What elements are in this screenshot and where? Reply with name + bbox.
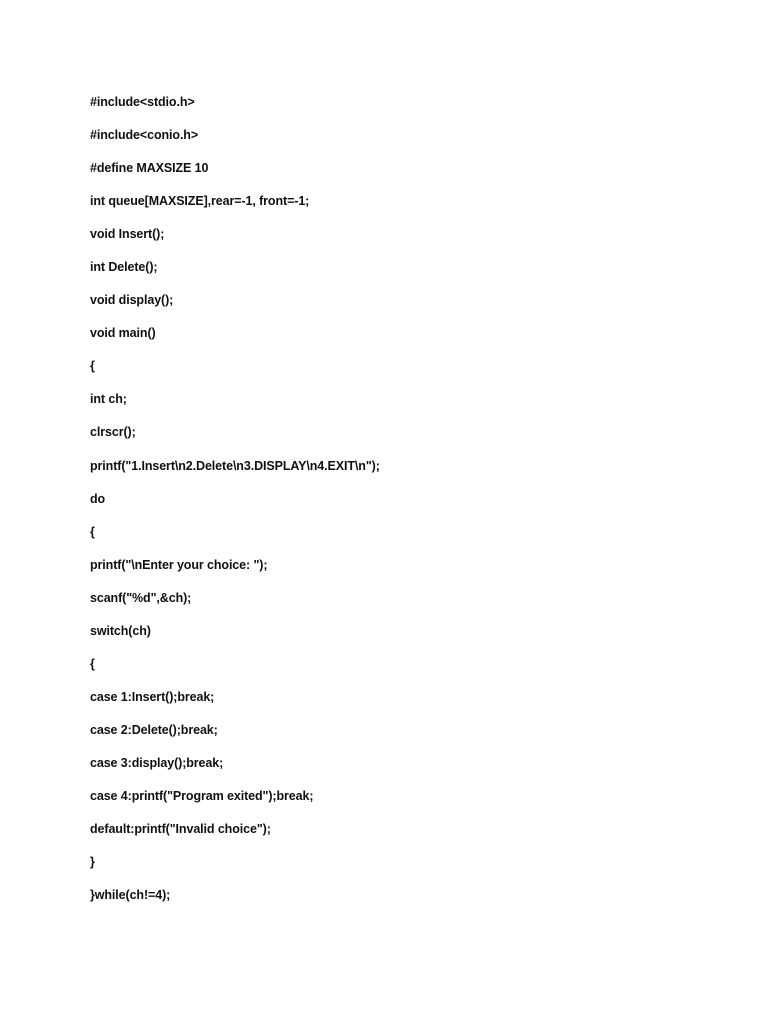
code-line: #include<stdio.h> [90, 95, 195, 109]
code-line: { [90, 359, 95, 374]
code-line: #include<conio.h> [90, 128, 199, 143]
code-line: case 3:display();break; [90, 755, 224, 770]
code-line: } [90, 855, 95, 870]
code-line: case 1:Insert();break; [90, 689, 215, 704]
code-listing [90, 92, 380, 918]
code-line: default:printf("Invalid choice"); [90, 822, 271, 837]
code-line: int Delete(); [90, 260, 158, 275]
code-line: switch(ch) [90, 623, 151, 638]
code-line: case 2:Delete();break; [90, 722, 218, 737]
code-line: int queue[MAXSIZE],rear=-1, front=-1; [90, 194, 310, 209]
code-line: case 4:printf("Program exited");break; [90, 788, 314, 803]
code-line: }while(ch!=4); [90, 888, 171, 903]
code-line: #define MAXSIZE 10 [90, 161, 209, 176]
code-line: scanf("%d",&ch); [90, 590, 192, 605]
code-line: int ch; [90, 392, 127, 407]
code-line: clrscr(); [90, 425, 136, 440]
code-line: { [90, 524, 95, 539]
code-line: printf("1.Insert\n2.Delete\n3.DISPLAY\n4.EXIT\n"); [90, 458, 380, 473]
code-line: printf("\nEnter your choice: "); [90, 557, 268, 572]
code-line: void main() [90, 326, 156, 341]
code-line: void display(); [90, 293, 174, 308]
code-line: void Insert(); [90, 227, 165, 242]
code-line: { [90, 656, 95, 671]
code-line: do [90, 491, 106, 506]
